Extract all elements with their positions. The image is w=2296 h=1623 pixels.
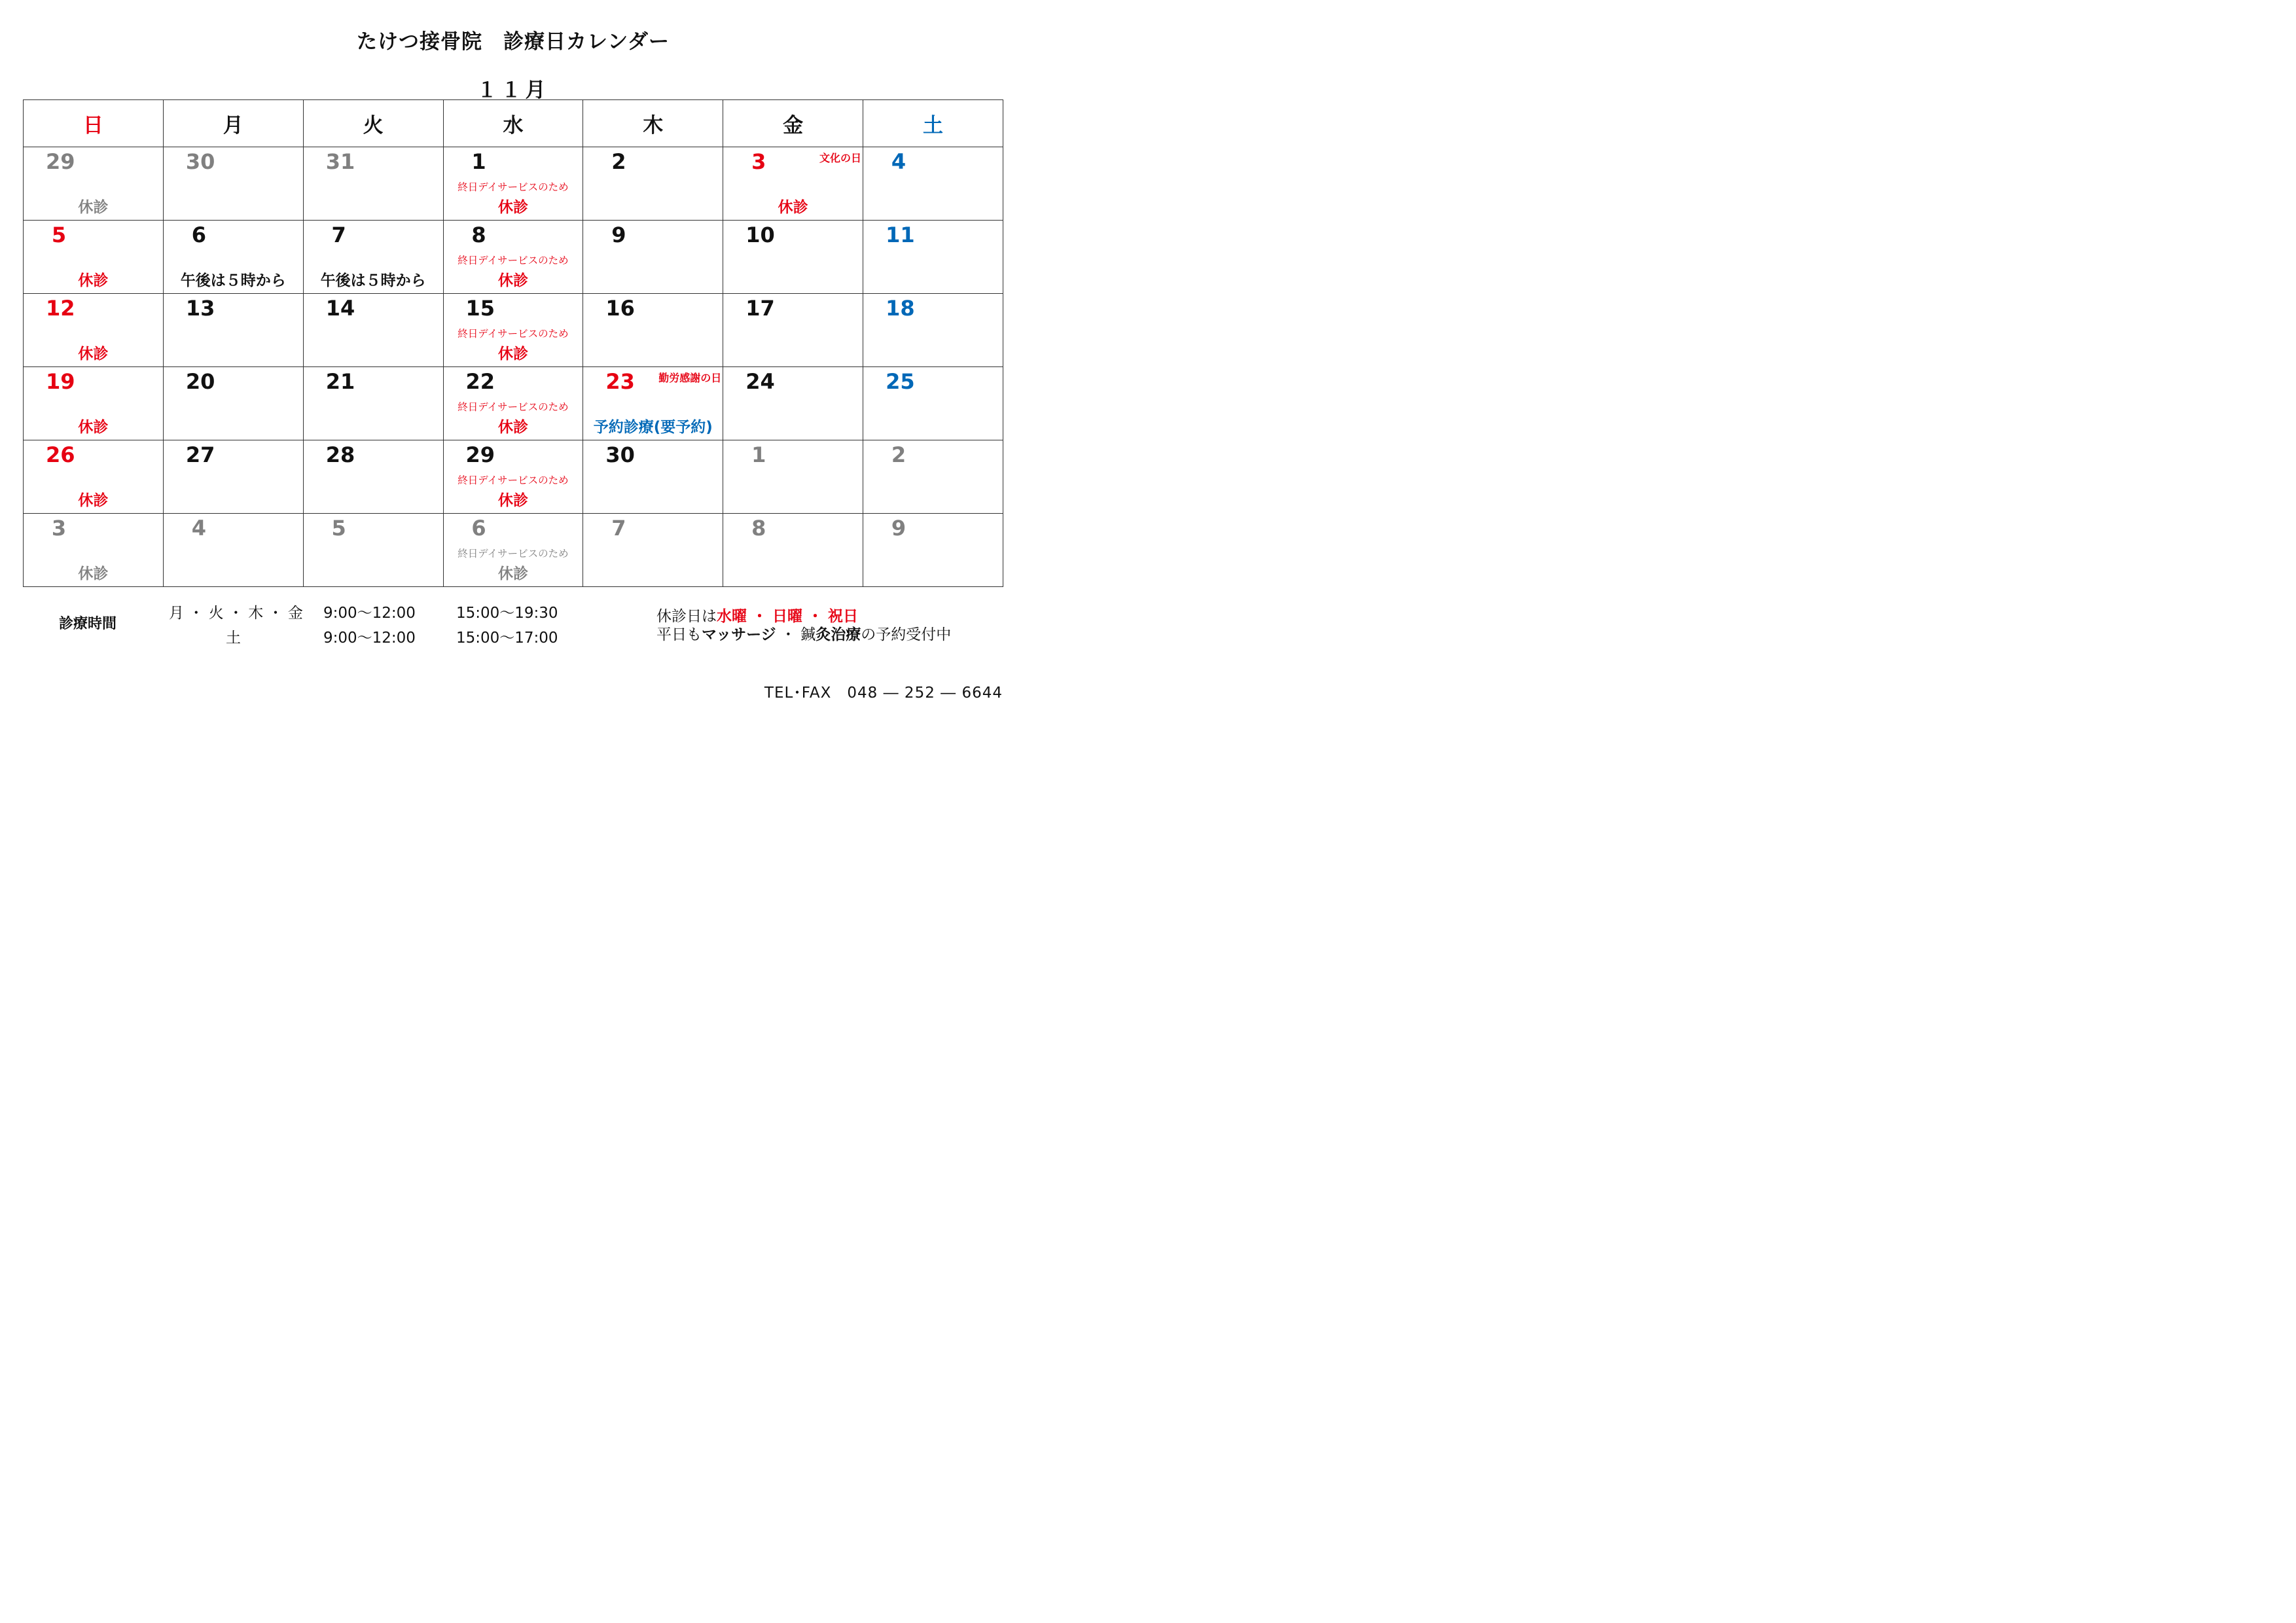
closed-days-prefix: 休診日は: [656, 608, 717, 625]
calendar-day-cell-thu: [583, 367, 723, 440]
weekday-sun: 日: [24, 100, 164, 147]
weekday-thu: 木: [583, 100, 723, 147]
weekday-sat: 土: [863, 100, 1003, 147]
day-number: 3: [751, 149, 766, 174]
calendar-day-cell-sat: [863, 367, 1003, 440]
day-service-note: 終日デイサービスのため: [457, 181, 569, 193]
day-number: 10: [745, 223, 775, 247]
day-number: 24: [745, 369, 775, 394]
calendar-table: [23, 99, 1003, 587]
day-status-label: 休診: [497, 199, 528, 216]
day-status-label: 休診: [497, 492, 528, 509]
calendar-week-row: [24, 147, 1003, 221]
calendar-day-cell-fri: [723, 367, 863, 440]
calendar-day-cell-tue: [303, 514, 443, 587]
reservation-massage: マッサージ: [702, 626, 776, 643]
weekday-wed: 水: [443, 100, 583, 147]
calendar-day-cell-fri: [723, 147, 863, 221]
hours-morning-saturday: 9:00～12:00: [323, 630, 416, 647]
day-number: 8: [471, 223, 486, 247]
calendar-day-cell-tue: [303, 367, 443, 440]
day-number: 6: [191, 223, 206, 247]
day-number: 15: [465, 296, 495, 321]
tel-fax: TEL･FAX 048 ― 252 ― 6644: [764, 685, 1003, 702]
day-number: 6: [471, 516, 486, 541]
weekday-fri: 金: [723, 100, 863, 147]
calendar-day-cell-thu: [583, 147, 723, 221]
day-number: 23: [605, 369, 635, 394]
day-number: 29: [46, 149, 75, 174]
day-number: 21: [325, 369, 355, 394]
holiday-name: 勤労感謝の日: [658, 372, 722, 384]
calendar-day-cell-tue: [303, 440, 443, 514]
calendar-day-cell-mon: [163, 147, 303, 221]
hours-title: 診療時間: [59, 616, 117, 632]
calendar-day-cell-fri: [723, 440, 863, 514]
day-status-label: 休診: [497, 419, 528, 436]
day-number: 18: [886, 296, 915, 321]
calendar-week-row: [24, 294, 1003, 367]
weekday-header-row: [24, 100, 1003, 147]
day-number: 20: [185, 369, 215, 394]
day-status-label: 休診: [78, 492, 109, 509]
page-title: たけつ接骨院 診療日カレンダー: [357, 30, 670, 54]
day-status-label: 午後は５時から: [180, 272, 286, 289]
calendar-day-cell-tue: [303, 294, 443, 367]
calendar-day-cell-fri: [723, 221, 863, 294]
day-number: 7: [331, 223, 346, 247]
reservation-note: [656, 622, 951, 644]
hours-afternoon-weekday: 15:00～19:30: [456, 605, 558, 622]
calendar-day-cell-mon: [163, 221, 303, 294]
day-status-label: 休診: [78, 199, 109, 216]
calendar-day-cell-mon: [163, 367, 303, 440]
calendar-day-cell-mon: [163, 440, 303, 514]
calendar-day-cell-thu: [583, 221, 723, 294]
reservation-moxibustion: 灸治療: [816, 626, 861, 643]
calendar-day-cell-tue: [303, 221, 443, 294]
day-number: 5: [51, 223, 67, 247]
day-status-label: 休診: [497, 565, 528, 582]
day-service-note: 終日デイサービスのため: [457, 401, 569, 413]
day-service-note: 終日デイサービスのため: [457, 548, 569, 560]
calendar-day-cell-wed: [443, 367, 583, 440]
day-number: 27: [185, 442, 215, 467]
calendar-day-cell-sun: [24, 147, 164, 221]
calendar-day-cell-sun: [24, 367, 164, 440]
day-number: 8: [751, 516, 766, 541]
day-status-label: 予約診療(要予約): [593, 419, 713, 436]
day-service-note: 終日デイサービスのため: [457, 328, 569, 340]
closed-days-list: 水曜 ・ 日曜 ・ 祝日: [717, 608, 859, 625]
calendar-day-cell-sat: [863, 294, 1003, 367]
day-number: 26: [46, 442, 75, 467]
day-status-label: 休診: [78, 565, 109, 582]
day-number: 22: [465, 369, 495, 394]
calendar-week-row: [24, 440, 1003, 514]
calendar-day-cell-thu: [583, 514, 723, 587]
calendar-day-cell-wed: [443, 514, 583, 587]
calendar-day-cell-wed: [443, 294, 583, 367]
day-number: 28: [325, 442, 355, 467]
month-heading: １１月: [476, 79, 550, 102]
day-number: 14: [325, 296, 355, 321]
day-number: 9: [611, 223, 626, 247]
calendar-day-cell-wed: [443, 440, 583, 514]
day-number: 30: [185, 149, 215, 174]
day-service-note: 終日デイサービスのため: [457, 255, 569, 266]
day-number: 16: [605, 296, 635, 321]
calendar-day-cell-wed: [443, 221, 583, 294]
day-status-label: 休診: [497, 272, 528, 289]
calendar-day-cell-sun: [24, 440, 164, 514]
calendar-day-cell-wed: [443, 147, 583, 221]
day-number: 19: [46, 369, 75, 394]
reservation-mid: ・ 鍼: [776, 626, 816, 643]
day-number: 31: [325, 149, 355, 174]
day-number: 25: [886, 369, 915, 394]
calendar-day-cell-thu: [583, 294, 723, 367]
weekday-mon: 月: [163, 100, 303, 147]
calendar-week-row: [24, 221, 1003, 294]
calendar-day-cell-sat: [863, 440, 1003, 514]
hours-afternoon-saturday: 15:00～17:00: [456, 630, 558, 647]
calendar-day-cell-mon: [163, 294, 303, 367]
calendar-day-cell-tue: [303, 147, 443, 221]
hours-days-weekday: 月 ・ 火 ・ 木 ・ 金: [169, 605, 303, 622]
day-number: 4: [891, 149, 906, 174]
calendar-day-cell-fri: [723, 514, 863, 587]
day-status-label: 午後は５時から: [320, 272, 426, 289]
day-number: 13: [185, 296, 215, 321]
day-number: 30: [605, 442, 635, 467]
day-number: 12: [46, 296, 75, 321]
hours-morning-weekday: 9:00～12:00: [323, 605, 416, 622]
calendar-day-cell-sun: [24, 514, 164, 587]
calendar-day-cell-thu: [583, 440, 723, 514]
holiday-name: 文化の日: [819, 152, 862, 164]
day-status-label: 休診: [78, 272, 109, 289]
calendar-week-row: [24, 367, 1003, 440]
calendar-day-cell-sat: [863, 514, 1003, 587]
calendar-week-row: [24, 514, 1003, 587]
day-number: 2: [611, 149, 626, 174]
weekday-tue: 火: [303, 100, 443, 147]
calendar-day-cell-fri: [723, 294, 863, 367]
day-number: 7: [611, 516, 626, 541]
day-status-label: 休診: [497, 346, 528, 363]
day-number: 2: [891, 442, 906, 467]
calendar-day-cell-sat: [863, 221, 1003, 294]
day-number: 5: [331, 516, 346, 541]
day-service-note: 終日デイサービスのため: [457, 474, 569, 486]
day-number: 17: [745, 296, 775, 321]
calendar-day-cell-mon: [163, 514, 303, 587]
calendar-day-cell-sat: [863, 147, 1003, 221]
calendar-day-cell-sun: [24, 294, 164, 367]
calendar-day-cell-sun: [24, 221, 164, 294]
day-number: 3: [51, 516, 67, 541]
day-number: 29: [465, 442, 495, 467]
day-number: 9: [891, 516, 906, 541]
reservation-suffix: の予約受付中: [861, 626, 952, 643]
day-number: 4: [191, 516, 206, 541]
day-number: 11: [886, 223, 915, 247]
day-number: 1: [471, 149, 486, 174]
hours-days-saturday: 土: [226, 630, 241, 647]
day-number: 1: [751, 442, 766, 467]
reservation-prefix: 平日も: [656, 626, 702, 643]
day-status-label: 休診: [778, 199, 808, 216]
day-status-label: 休診: [78, 346, 109, 363]
day-status-label: 休診: [78, 419, 109, 436]
